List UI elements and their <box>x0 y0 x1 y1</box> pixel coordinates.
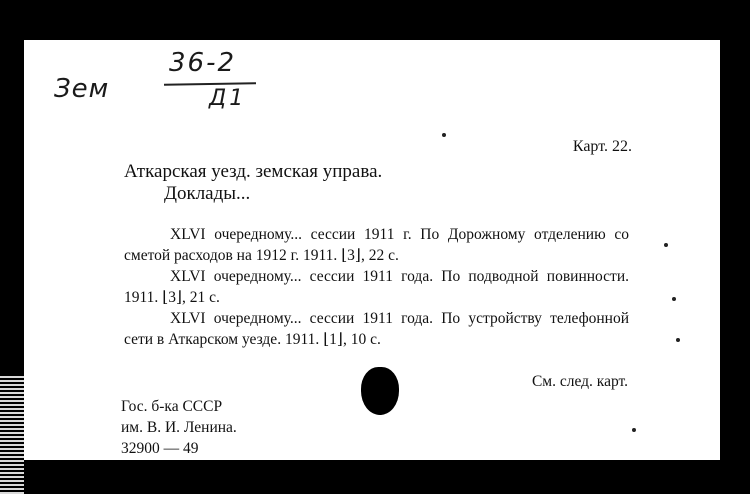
library-name: Гос. б-ка СССР <box>121 398 223 415</box>
scan-edge-noise <box>0 376 24 494</box>
entry-2: XLVI очередному... сессии 1911 года. По подводной повинности. 1911. ⌊3⌋, 21 с. <box>124 268 629 306</box>
card-title: Аткарская уезд. земская управа. <box>124 161 383 182</box>
entry-list <box>124 224 629 350</box>
speck <box>442 133 446 137</box>
handwritten-shelf-number: 36-2 <box>169 48 237 78</box>
library-stamp <box>121 396 237 459</box>
card-subtitle: Доклады... <box>164 183 251 204</box>
ink-blot <box>361 367 399 415</box>
card-number: Карт. 22. <box>572 138 632 155</box>
speck <box>672 297 676 301</box>
speck <box>664 243 668 247</box>
speck <box>632 428 636 432</box>
see-also-note: См. след. карт. <box>531 373 628 390</box>
library-code: 32900 — 49 <box>121 440 199 457</box>
entry-1: XLVI очередному... сессии 1911 г. По Дорожному отделению со сметой расходов на 1912 г. 1911. ⌊3⌋, 22 с. <box>124 226 629 264</box>
library-name-2: им. В. И. Ленина. <box>121 419 237 436</box>
entry-3: XLVI очередному... сессии 1911 года. По устройству телефонной сети в Аткарском уезде. 1911. ⌊1⌋, 10 с. <box>124 310 629 348</box>
handwritten-shelf-denominator: Д1 <box>209 86 247 111</box>
speck <box>676 338 680 342</box>
catalog-card <box>24 40 720 460</box>
handwritten-note: Зем <box>54 74 110 104</box>
